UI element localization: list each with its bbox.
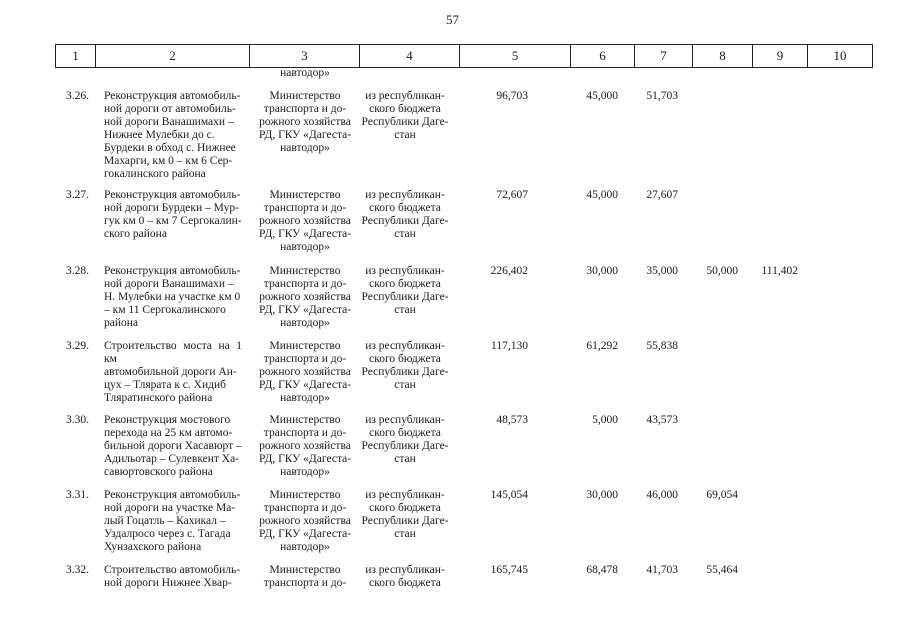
row-number: 3.29. — [66, 340, 89, 352]
row-name-line: цух – Тлярата к с. Хидиб — [104, 379, 226, 391]
row-funding-source-line: ского бюджета — [369, 353, 441, 365]
row-executor-line: рожного хозяйства — [259, 116, 351, 128]
row-executor-line: РД, ГКУ «Дагеста- — [258, 228, 352, 240]
row-name-line: района — [104, 317, 139, 329]
row-executor-line: РД, ГКУ «Дагеста- — [258, 304, 352, 316]
row-value-col6: 61,292 — [586, 340, 618, 352]
row-funding-source-line: ского бюджета — [369, 577, 441, 589]
row-executor-line: рожного хозяйства — [259, 215, 351, 227]
row-funding-source-line: из республикан- — [365, 564, 445, 576]
row-name-line: Строительство моста на 1 км — [104, 340, 242, 365]
row-funding-source-line: ского бюджета — [369, 278, 441, 290]
row-funding-source-line: Республики Даге- — [361, 215, 449, 227]
row-name-line: ной дороги Ванашимахи – — [104, 278, 234, 290]
row-value-total: 145,054 — [490, 489, 528, 501]
row-value-col8: 50,000 — [706, 265, 738, 277]
row-funding-source — [357, 564, 453, 590]
row-name-line: савюртовского района — [104, 466, 213, 478]
row-name-line: ной дороги Нижнее Хвар- — [104, 577, 232, 589]
row-executor — [257, 90, 353, 155]
row-number: 3.28. — [66, 265, 89, 277]
row-value-col6: 30,000 — [586, 265, 618, 277]
row-name-line: ной дороги Ванашимахи – — [104, 116, 234, 128]
row-name — [104, 189, 242, 241]
row-executor-line: транспорта и до- — [263, 502, 347, 514]
row-funding-source-line: стан — [394, 453, 416, 465]
row-executor-line: Министерство — [269, 340, 341, 352]
row-value-total: 48,573 — [496, 414, 528, 426]
row-name-line: Уздалросо через с. Тагада — [104, 528, 231, 540]
row-executor-line: РД, ГКУ «Дагеста- — [258, 379, 352, 391]
row-executor-line: Министерство — [269, 564, 341, 576]
row-value-col6: 30,000 — [586, 489, 618, 501]
row-funding-source — [357, 90, 453, 142]
row-funding-source — [357, 340, 453, 392]
row-value-total: 96,703 — [496, 90, 528, 102]
header-col-8: 8 — [692, 45, 752, 67]
row-value-col6: 68,478 — [586, 564, 618, 576]
row-value-col7: 35,000 — [646, 265, 678, 277]
row-value-col7: 43,573 — [646, 414, 678, 426]
row-name-line: ной дороги на участке Ма- — [104, 502, 236, 514]
row-name-line: Реконструкция автомобиль- — [104, 90, 241, 102]
row-name — [104, 414, 242, 479]
header-col-6: 6 — [570, 45, 634, 67]
row-value-col6: 5,000 — [592, 414, 618, 426]
row-value-col6: 45,000 — [586, 90, 618, 102]
row-name-line: Тляратинского района — [104, 392, 213, 404]
row-executor-line: транспорта и до- — [263, 353, 347, 365]
row-funding-source-line: из республикан- — [365, 90, 445, 102]
row-funding-source-line: стан — [394, 528, 416, 540]
row-name — [104, 340, 242, 405]
row-name-line: Строительство автомобиль- — [104, 564, 241, 576]
row-executor-line: РД, ГКУ «Дагеста- — [258, 453, 352, 465]
row-name-line: Бурдеки в обход с. Нижнее — [104, 142, 236, 154]
row-funding-source-line: ского бюджета — [369, 103, 441, 115]
row-funding-source-line: Республики Даге- — [361, 515, 449, 527]
page-number: 57 — [446, 12, 459, 27]
row-executor-line: навтодор» — [280, 317, 330, 329]
row-executor — [257, 564, 353, 590]
row-name-line: лый Гоцатль – Кахикал – — [104, 515, 226, 527]
row-executor — [257, 340, 353, 405]
row-name-line: ной дороги от автомобиль- — [104, 103, 236, 115]
row-executor-line: навтодор» — [280, 466, 330, 478]
header-col-7: 7 — [634, 45, 692, 67]
header-col-4: 4 — [359, 45, 459, 67]
row-value-col7: 55,838 — [646, 340, 678, 352]
table-header-row — [55, 44, 873, 68]
row-executor-line: навтодор» — [280, 142, 330, 154]
row-value-col8: 55,464 — [706, 564, 738, 576]
header-col-10: 10 — [807, 45, 873, 67]
row-name-line: Н. Мулебки на участке км 0 — [104, 291, 241, 303]
row-funding-source-line: стан — [394, 304, 416, 316]
row-executor-line: рожного хозяйства — [259, 515, 351, 527]
row-value-total: 226,402 — [490, 265, 528, 277]
row-funding-source-line: стан — [394, 379, 416, 391]
row-value-total: 72,607 — [496, 189, 528, 201]
row-executor-line: транспорта и до- — [263, 103, 347, 115]
row-name-line: Нижнее Мулебки до с. — [104, 129, 215, 141]
row-funding-source — [357, 414, 453, 466]
row-name — [104, 265, 242, 330]
row-executor — [257, 489, 353, 554]
row-number: 3.30. — [66, 414, 89, 426]
row-executor-line: Министерство — [269, 90, 341, 102]
row-value-total: 165,745 — [490, 564, 528, 576]
continued-executor-text: навтодор» — [280, 67, 330, 79]
row-value-col9: 111,402 — [761, 265, 798, 277]
row-name — [104, 489, 242, 554]
row-funding-source-line: ского бюджета — [369, 202, 441, 214]
row-name-line: Махарги, км 0 – км 6 Сер- — [104, 155, 233, 167]
row-name-line: Реконструкция автомобиль- — [104, 489, 241, 501]
row-executor-line: РД, ГКУ «Дагеста- — [258, 129, 352, 141]
row-funding-source — [357, 489, 453, 541]
row-name-line: ского района — [104, 228, 167, 240]
row-funding-source — [357, 265, 453, 317]
header-col-3: 3 — [249, 45, 359, 67]
header-col-5: 5 — [459, 45, 570, 67]
row-executor — [257, 189, 353, 254]
header-col-1: 1 — [55, 45, 95, 67]
row-executor-line: навтодор» — [280, 541, 330, 553]
row-number: 3.26. — [66, 90, 89, 102]
row-value-col7: 46,000 — [646, 489, 678, 501]
row-name-line: Адильотар – Сулевкент Ха- — [104, 453, 240, 465]
row-funding-source-line: из республикан- — [365, 489, 445, 501]
row-value-col8: 69,054 — [706, 489, 738, 501]
row-name-line: Реконструкция автомобиль- — [104, 189, 241, 201]
row-name-line: бильной дороги Хасавюрт – — [104, 440, 242, 452]
row-name-line: гук км 0 – км 7 Сергокалин- — [104, 215, 242, 227]
row-executor-line: транспорта и до- — [263, 577, 347, 589]
row-funding-source — [357, 189, 453, 241]
row-executor-line: Министерство — [269, 414, 341, 426]
row-executor-line: Министерство — [269, 265, 341, 277]
row-name-line: Реконструкция мостового — [104, 414, 231, 426]
row-funding-source-line: ского бюджета — [369, 427, 441, 439]
row-funding-source-line: ского бюджета — [369, 502, 441, 514]
row-executor-line: навтодор» — [280, 392, 330, 404]
row-executor-line: рожного хозяйства — [259, 366, 351, 378]
row-funding-source-line: из республикан- — [365, 340, 445, 352]
row-executor-line: РД, ГКУ «Дагеста- — [258, 528, 352, 540]
row-funding-source-line: Республики Даге- — [361, 116, 449, 128]
row-name-line: перехода на 25 км автомо- — [104, 427, 233, 439]
row-name-line: ной дороги Бурдеки – Мур- — [104, 202, 239, 214]
row-value-col7: 41,703 — [646, 564, 678, 576]
row-number: 3.27. — [66, 189, 89, 201]
header-col-2: 2 — [95, 45, 249, 67]
row-executor — [257, 265, 353, 330]
row-funding-source-line: Республики Даге- — [361, 291, 449, 303]
row-executor-line: навтодор» — [280, 241, 330, 253]
row-name-line: Реконструкция автомобиль- — [104, 265, 241, 277]
row-funding-source-line: Республики Даге- — [361, 366, 449, 378]
row-funding-source-line: из республикан- — [365, 265, 445, 277]
row-funding-source-line: из республикан- — [365, 189, 445, 201]
row-funding-source-line: стан — [394, 228, 416, 240]
row-executor-line: транспорта и до- — [263, 202, 347, 214]
row-executor-line: транспорта и до- — [263, 427, 347, 439]
row-executor-line: рожного хозяйства — [259, 291, 351, 303]
row-funding-source-line: из республикан- — [365, 414, 445, 426]
row-executor-line: Министерство — [269, 189, 341, 201]
row-executor-line: транспорта и до- — [263, 278, 347, 290]
row-number: 3.31. — [66, 489, 89, 501]
row-name — [104, 90, 242, 181]
row-executor-line: рожного хозяйства — [259, 440, 351, 452]
row-executor — [257, 414, 353, 479]
row-name-line: гокалинского района — [104, 168, 206, 180]
row-name — [104, 564, 242, 590]
row-name-line: Хунзахского района — [104, 541, 202, 553]
row-value-col7: 51,703 — [646, 90, 678, 102]
row-value-col7: 27,607 — [646, 189, 678, 201]
header-col-9: 9 — [752, 45, 807, 67]
row-value-col6: 45,000 — [586, 189, 618, 201]
row-value-total: 117,130 — [491, 340, 528, 352]
row-name-line: автомобильной дороги Ан- — [104, 366, 237, 378]
row-name-line: – км 11 Сергокалинского — [104, 304, 226, 316]
row-funding-source-line: Республики Даге- — [361, 440, 449, 452]
row-executor-line: Министерство — [269, 489, 341, 501]
row-funding-source-line: стан — [394, 129, 416, 141]
row-number: 3.32. — [66, 564, 89, 576]
